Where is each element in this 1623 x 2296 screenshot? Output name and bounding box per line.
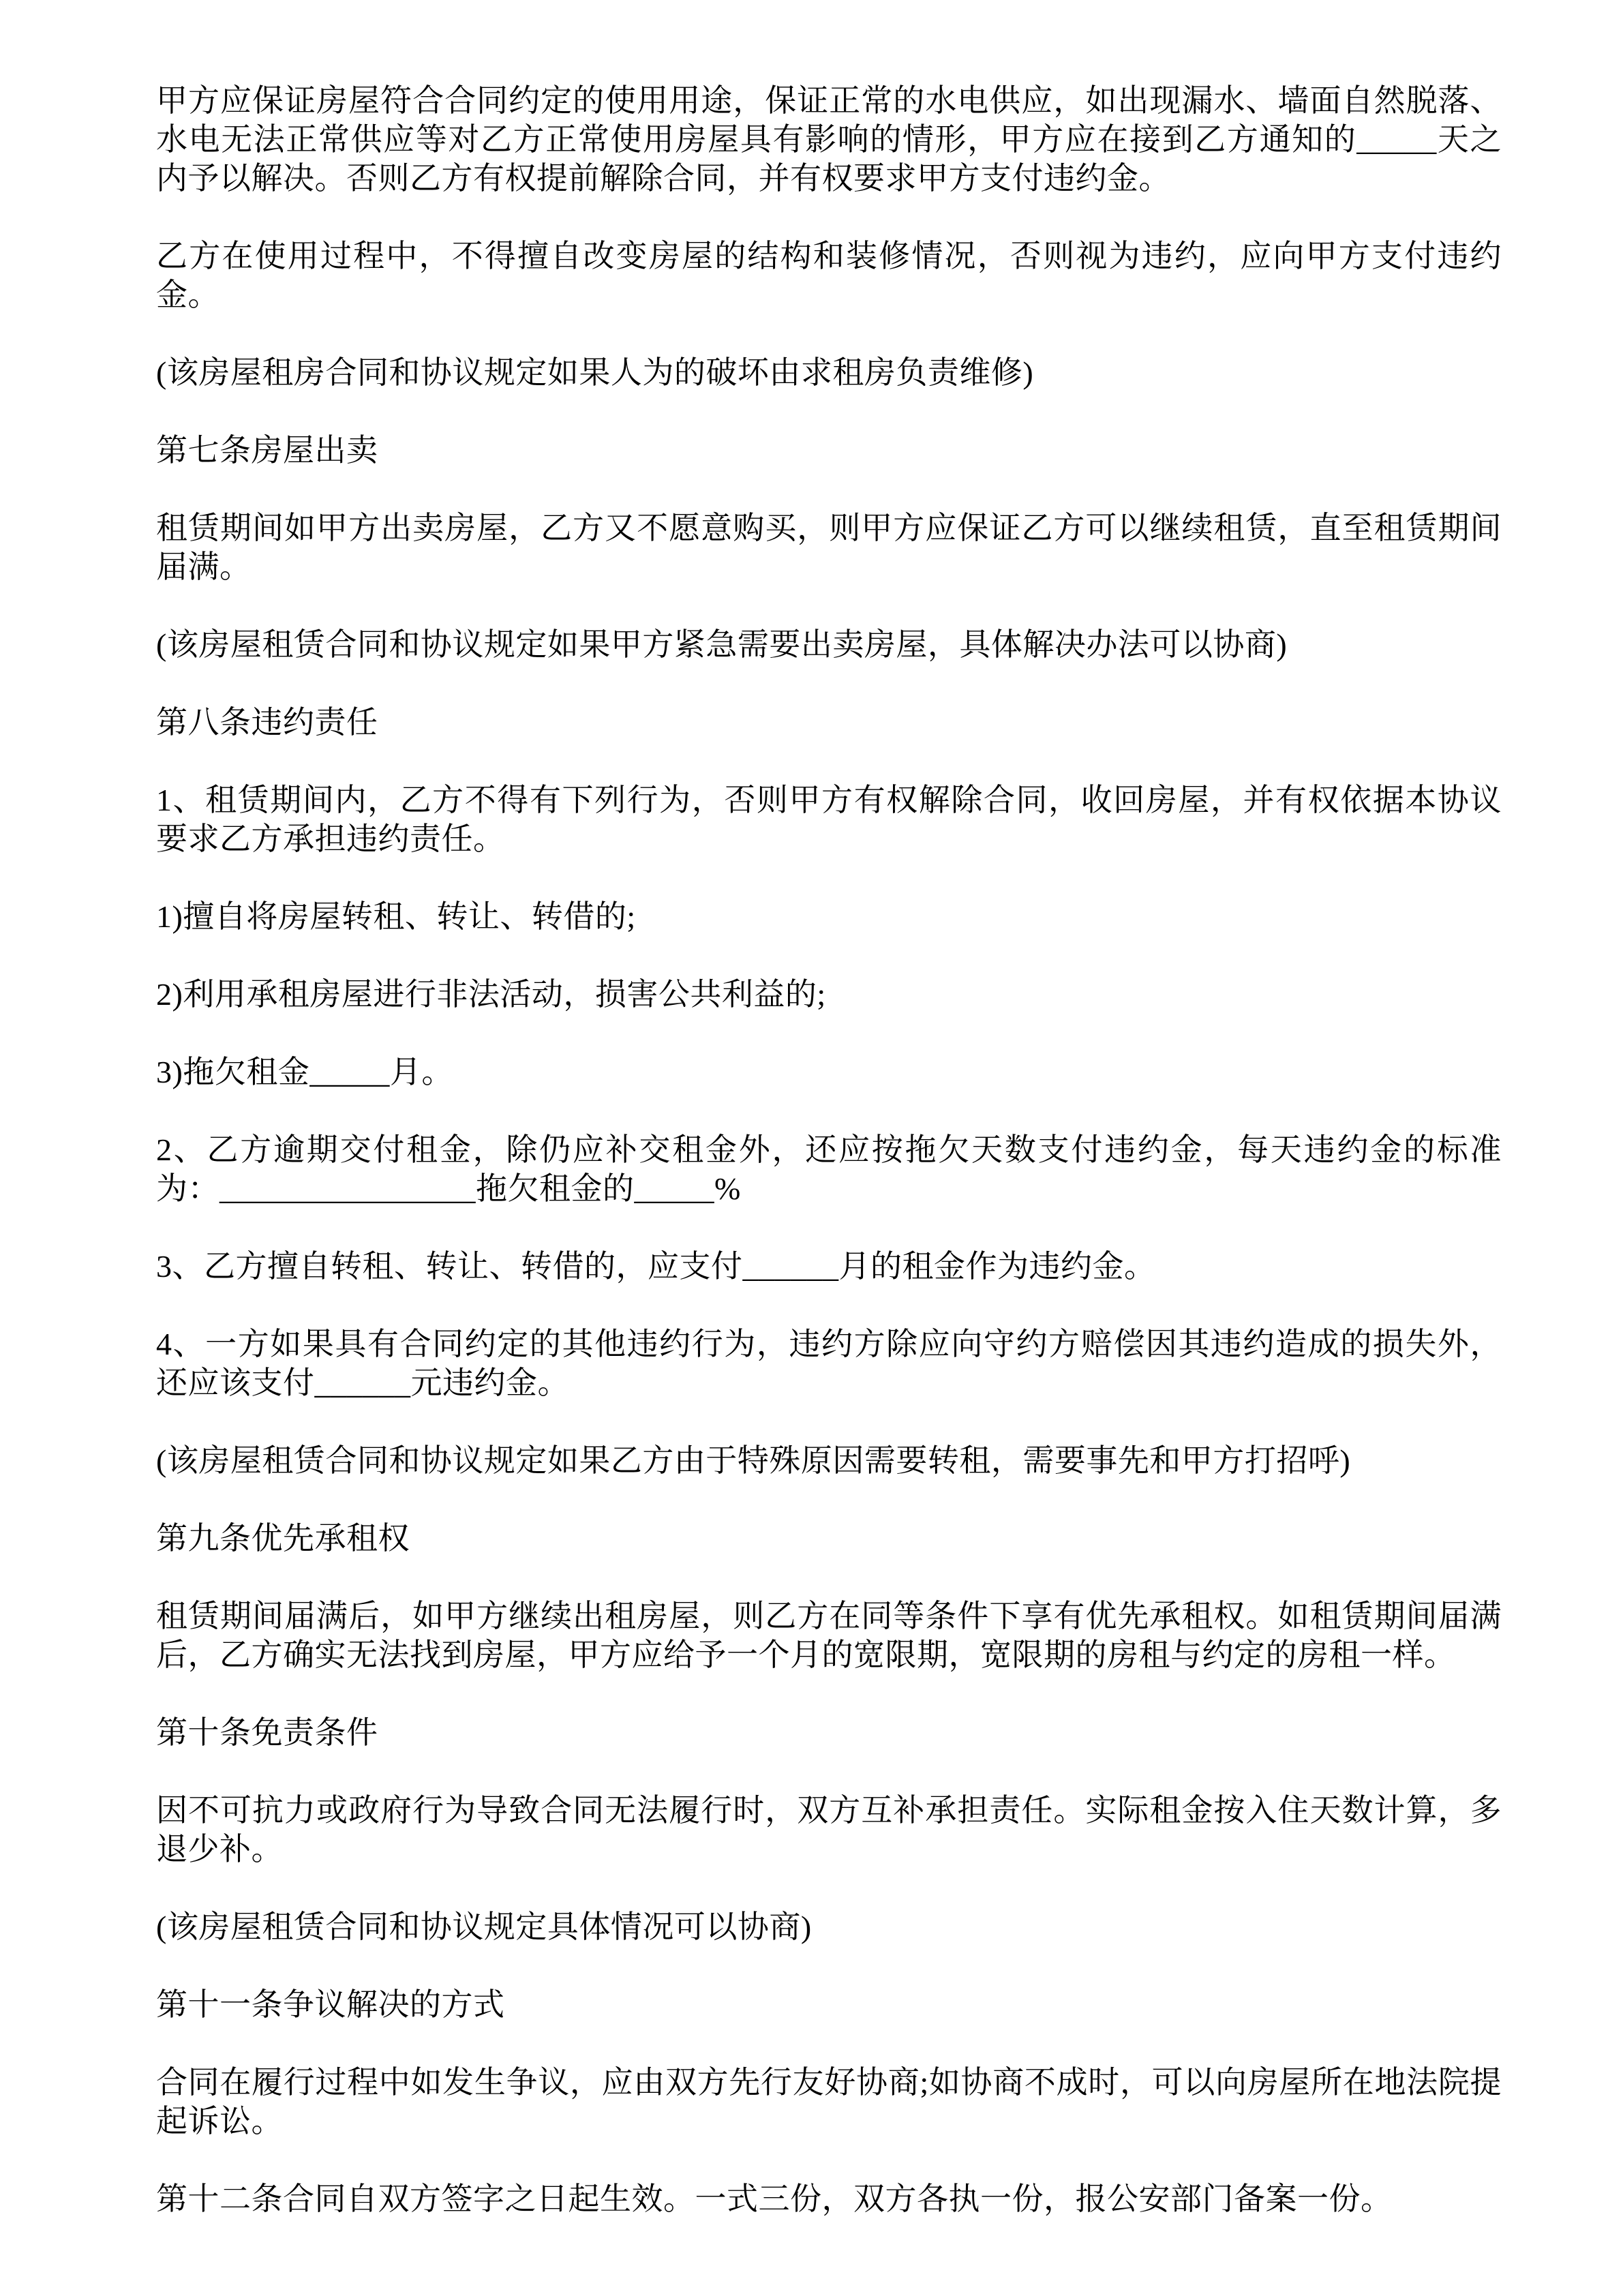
heading-clause-7-house-sale: 第七条房屋出卖 — [156, 433, 378, 468]
note-clause-10-negotiable: (该房屋租赁合同和协议规定具体情况可以协商) — [156, 1909, 812, 1944]
clause-11-text: 合同在履行过程中如发生争议，应由双方先行友好协商;如协商不成时，可以向房屋所在地法院提起诉讼。 — [156, 2065, 1502, 2139]
clause-7-text: 租赁期间如甲方出卖房屋，乙方又不愿意购买，则甲方应保证乙方可以继续租赁，直至租赁期间届满。 — [156, 511, 1502, 584]
heading-clause-10-exemption: 第十条免责条件 — [156, 1715, 378, 1750]
clause-8-item-4-text: 4、一方如果具有合同约定的其他违约行为，违约方除应向守约方赔偿因其违约造成的损失外，还应该支付______元违约金。 — [156, 1327, 1502, 1400]
clause-tenant-no-alteration-text: 乙方在使用过程中，不得擅自改变房屋的结构和装修情况，否则视为违约，应向甲方支付违约金。 — [156, 239, 1502, 312]
heading-clause-8-breach-liability: 第八条违约责任 — [156, 705, 378, 740]
clause-8-item-1-sub-2: 2)利用承租房屋进行非法活动，损害公共利益的; — [156, 977, 826, 1012]
heading-clause-11-dispute-resolution: 第十一条争议解决的方式 — [156, 1987, 505, 2022]
clause-8-item-3-text: 3、乙方擅自转租、转让、转借的，应支付______月的租金作为违约金。 — [156, 1249, 1156, 1284]
clause-8-item-1-text: 1、租赁期间内，乙方不得有下列行为，否则甲方有权解除合同，收回房屋，并有权依据本协议要求乙方承担违约责任。 — [156, 783, 1502, 856]
note-clause-7-sale-negotiable: (该房屋租赁合同和协议规定如果甲方紧急需要出卖房屋，具体解决办法可以协商) — [156, 627, 1288, 662]
note-manmade-damage: (该房屋租房合同和协议规定如果人为的破坏由求租房负责维修) — [156, 355, 1034, 390]
heading-clause-9-priority-lease: 第九条优先承租权 — [156, 1521, 410, 1556]
note-clause-8-sublet-notice: (该房屋租赁合同和协议规定如果乙方由于特殊原因需要转租，需要事先和甲方打招呼) — [156, 1443, 1351, 1478]
clause-8-item-1-sub-1: 1)擅自将房屋转租、转让、转借的; — [156, 899, 636, 934]
clause-10-text: 因不可抗力或政府行为导致合同无法履行时，双方互补承担责任。实际租金按入住天数计算，多退少补。 — [156, 1793, 1502, 1867]
clause-8-item-1-sub-3: 3)拖欠租金_____月。 — [156, 1055, 453, 1089]
clause-9-text: 租赁期间届满后，如甲方继续出租房屋，则乙方在同等条件下享有优先承租权。如租赁期间届满后，乙方确实无法找到房屋，甲方应给予一个月的宽限期，宽限期的房租与约定的房租一样。 — [156, 1599, 1502, 1672]
clause-landlord-guarantee-text: 甲方应保证房屋符合合同约定的使用用途，保证正常的水电供应，如出现漏水、墙面自然脱落、水电无法正常供应等对乙方正常使用房屋具有影响的情形，甲方应在接到乙方通知的_____天之内予以解决。否则乙方有权提前解除合同，并有权要求甲方支付违约金。 — [156, 83, 1502, 196]
clause-8-item-2-text: 2、乙方逾期交付租金，除仍应补交租金外，还应按拖欠天数支付违约金，每天违约金的标准为：________________拖欠租金的_____% — [156, 1132, 1502, 1206]
clause-12-effectiveness-text: 第十二条合同自双方签字之日起生效。一式三份，双方各执一份，报公安部门备案一份。 — [156, 2181, 1393, 2216]
